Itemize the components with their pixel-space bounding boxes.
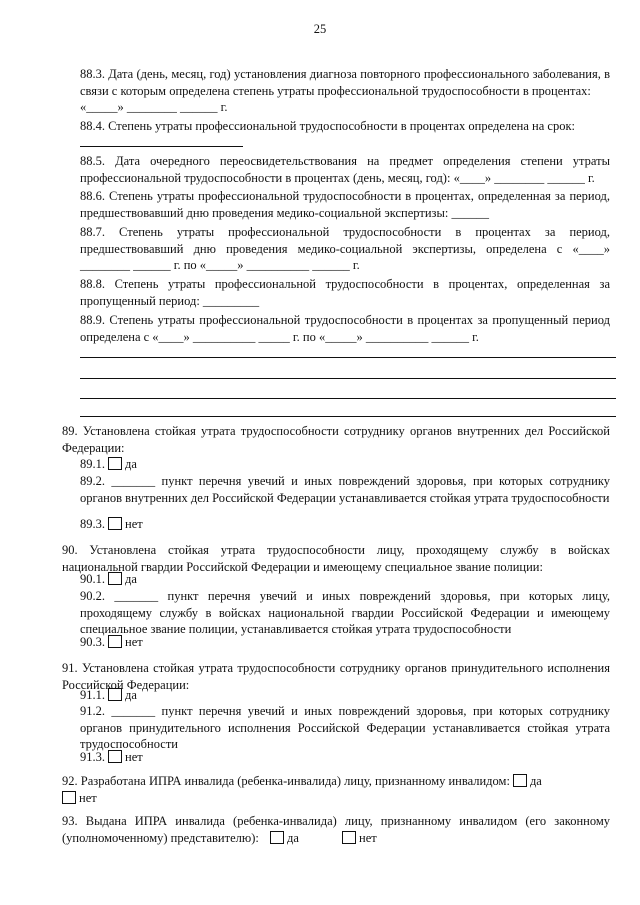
blank-line-2[interactable]: [80, 378, 616, 379]
label-no: нет: [359, 830, 377, 845]
item-88-3-date-field[interactable]: «_____» ________ ______ г.: [80, 100, 228, 114]
item-90-1-num: 90.1.: [80, 572, 105, 586]
label-no: нет: [125, 517, 143, 531]
item-89-1: [80, 456, 610, 473]
item-92-text: 92. Разработана ИПРА инвалида (ребенка-инвалида) лицу, признанному инвалидом:: [62, 774, 510, 788]
item-89-text: 89. Установлена стойкая утрата трудоспособности сотруднику органов внутренних дел Российской Федерации:: [62, 424, 610, 455]
item-91-1-num: 91.1.: [80, 688, 105, 702]
item-91-2: [80, 703, 610, 753]
label-no: нет: [125, 750, 143, 764]
blank-line-3[interactable]: [80, 398, 616, 399]
checkbox-91-3-no[interactable]: [108, 750, 122, 763]
item-89-2-text: 89.2. _______ пункт перечня увечий и иных повреждений здоровья, при которых сотруднику органов внутренних дел Российской Федерации устанавливается стойкая утрата трудоспособности: [80, 474, 610, 505]
checkbox-91-1-yes[interactable]: [108, 688, 122, 701]
item-88-7: [80, 224, 610, 274]
item-90-1: [80, 571, 610, 588]
checkbox-89-3-no[interactable]: [108, 517, 122, 530]
item-91-3-num: 91.3.: [80, 750, 105, 764]
blank-line-4[interactable]: [80, 416, 616, 417]
item-88-4-answer-line[interactable]: [80, 146, 243, 147]
label-yes: да: [125, 572, 137, 586]
label-yes: да: [125, 688, 137, 702]
checkbox-90-1-yes[interactable]: [108, 572, 122, 585]
label-yes: да: [286, 830, 299, 845]
checkbox-89-1-yes[interactable]: [108, 457, 122, 470]
item-90-3-num: 90.3.: [80, 635, 105, 649]
item-89-3: [80, 516, 610, 533]
label-yes: да: [125, 457, 137, 471]
label-no: нет: [125, 635, 143, 649]
item-89-2: [80, 473, 610, 506]
item-90-2-text: 90.2. _______ пункт перечня увечий и иных повреждений здоровья, при которых лицу, проходящему службу в войсках национальной гвардии Российской Федерации и имеющему специальное звание полиции, устанавливается стойкая утрата трудоспособности: [80, 589, 610, 636]
checkbox-92-no[interactable]: [62, 791, 76, 804]
item-88-8: [80, 276, 610, 309]
checkbox-92-yes[interactable]: [513, 774, 527, 787]
item-88-3: [80, 66, 610, 116]
blank-line-1[interactable]: [80, 357, 616, 358]
item-91-1: [80, 687, 610, 704]
checkbox-90-3-no[interactable]: [108, 635, 122, 648]
item-90-text: 90. Установлена стойкая утрата трудоспособности лицу, проходящему службу в войсках национальной гвардии Российской Федерации и имеющему специальное звание полиции:: [62, 543, 610, 574]
item-92: [62, 773, 610, 806]
label-no: нет: [79, 790, 97, 805]
item-88-9-text: 88.9. Степень утраты профессиональной трудоспособности в процентах за пропущенный период определена с «____» __________ _____ г. по «_____» __________ ______ г.: [80, 313, 610, 344]
item-89: [62, 423, 610, 456]
item-91-text: 91. Установлена стойкая утрата трудоспособности сотруднику органов принудительного исполнения Российской Федерации:: [62, 661, 610, 692]
item-89-1-num: 89.1.: [80, 457, 105, 471]
item-88-8-text: 88.8. Степень утраты профессиональной трудоспособности в процентах, определенная за пропущенный период: _________: [80, 277, 610, 308]
item-89-3-num: 89.3.: [80, 517, 105, 531]
item-88-5: [80, 153, 610, 186]
item-90-3: [80, 634, 610, 651]
item-91-2-text: 91.2. _______ пункт перечня увечий и иных повреждений здоровья, при которых сотруднику органов принудительного исполнения Российской Федерации устанавливается стойкая утрата трудоспособности: [80, 704, 610, 751]
item-88-4: [80, 118, 610, 135]
item-91-3: [80, 749, 610, 766]
item-88-6-text: 88.6. Степень утраты профессиональной трудоспособности в процентах, определенная за период, предшествовавший дню проведения медико-социальной экспертизы: ______: [80, 189, 610, 220]
item-88-9: [80, 312, 610, 345]
item-88-5-text: 88.5. Дата очередного переосвидетельствования на предмет определения степени утраты профессиональной трудоспособности в процентах (день, месяц, год): «____» ________ ______ г.: [80, 154, 610, 185]
item-90-2: [80, 588, 610, 638]
item-88-7-text: 88.7. Степень утраты профессиональной трудоспособности в процентах за период, предшествовавший дню проведения медико-социальной экспертизы, определена с «____» ________ ______ г. по «_____» __________ ______ г.: [80, 225, 610, 272]
item-93: [62, 813, 610, 846]
item-93-text: 93. Выдана ИПРА инвалида (ребенка-инвалида) лицу, признанному инвалидом (его законному (уполномоченному) представителю):: [62, 814, 610, 845]
item-88-3-text: 88.3. Дата (день, месяц, год) установления диагноза повторного профессионального заболевания, в связи с которым определена степень утраты профессиональной трудоспособности в процентах:: [80, 67, 610, 98]
checkbox-93-yes[interactable]: [270, 831, 284, 844]
page-number: 25: [313, 22, 327, 36]
label-yes: да: [529, 774, 542, 788]
item-88-6: [80, 188, 610, 221]
item-88-4-text: 88.4. Степень утраты профессиональной трудоспособности в процентах определена на срок:: [80, 119, 575, 133]
checkbox-93-no[interactable]: [342, 831, 356, 844]
